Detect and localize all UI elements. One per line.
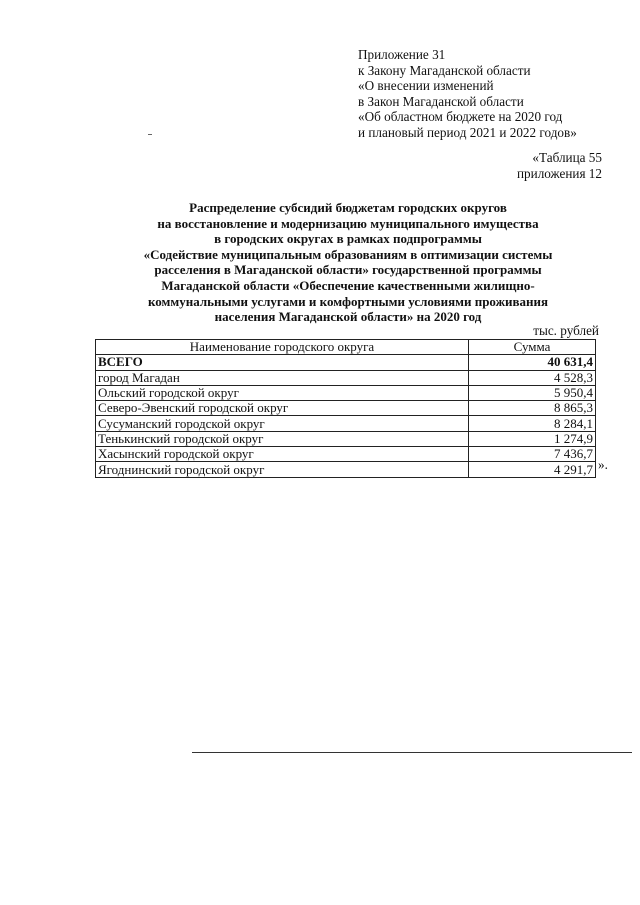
cell-sum: 1 274,9 (469, 431, 596, 446)
scan-mark (148, 134, 152, 135)
cell-sum: 8 284,1 (469, 416, 596, 431)
cell-name: Хасынский городской округ (96, 447, 469, 462)
cell-name: Ягоднинский городской округ (96, 462, 469, 477)
header-name: Наименование городского округа (96, 340, 469, 355)
cell-name: Тенькинский городской округ (96, 431, 469, 446)
table-ref-line: приложения 12 (516, 165, 602, 181)
cell-sum: 7 436,7 (469, 447, 596, 462)
table-row (96, 431, 596, 446)
appendix-line: «О внесении изменений (358, 78, 494, 94)
cell-sum: 4 528,3 (469, 370, 596, 385)
bottom-divider (192, 752, 632, 753)
appendix-header (358, 47, 577, 141)
table-row (96, 416, 596, 431)
table-ref-line: «Таблица 55 (532, 150, 602, 165)
table-row (96, 385, 596, 400)
appendix-line: к Закону Магаданской области (358, 62, 531, 78)
table-row (96, 462, 596, 477)
closing-quote: ». (598, 457, 608, 472)
subsidy-table (95, 339, 596, 478)
cell-name: Северо-Эвенский городской округ (96, 401, 469, 416)
appendix-line: Приложение 31 (358, 47, 446, 62)
title-line: расселения в Магаданской области» государственной программы (154, 262, 542, 278)
appendix-line: «Об областном бюджете на 2020 год (358, 109, 563, 125)
title-line: коммунальными услугами и комфортными условиями проживания (147, 293, 549, 309)
table-row-total (96, 355, 596, 370)
appendix-line: в Закон Магаданской области (358, 93, 524, 109)
title-line: на восстановление и модернизацию муниципального имущества (157, 215, 539, 231)
title-line: населения Магаданской области» на 2020 год (214, 309, 482, 325)
table-row (96, 370, 596, 385)
appendix-line: и плановый период 2021 и 2022 годов» (358, 124, 577, 140)
cell-name: Ольский городской округ (96, 385, 469, 400)
cell-name: Сусуманский городской округ (96, 416, 469, 431)
header-sum: Сумма (469, 340, 596, 355)
cell-sum: 8 865,3 (469, 401, 596, 416)
cell-sum: 5 950,4 (469, 385, 596, 400)
title-line: Распределение субсидий бюджетам городских округов (189, 200, 507, 215)
document-title (98, 200, 598, 325)
table-header-row (96, 340, 596, 355)
table-reference (517, 150, 602, 181)
title-line: в городских округах в рамках подпрограммы (214, 231, 482, 247)
units-label: тыс. рублей (533, 323, 599, 338)
table-row (96, 401, 596, 416)
title-line: «Содействие муниципальным образованиям в оптимизации системы (143, 246, 553, 262)
cell-name: ВСЕГО (96, 355, 469, 370)
cell-sum: 40 631,4 (469, 355, 596, 370)
cell-sum: 4 291,7 (469, 462, 596, 477)
cell-name: город Магадан (96, 370, 469, 385)
title-line: Магаданской области «Обеспечение качественными жилищно- (161, 277, 535, 293)
table-row (96, 447, 596, 462)
